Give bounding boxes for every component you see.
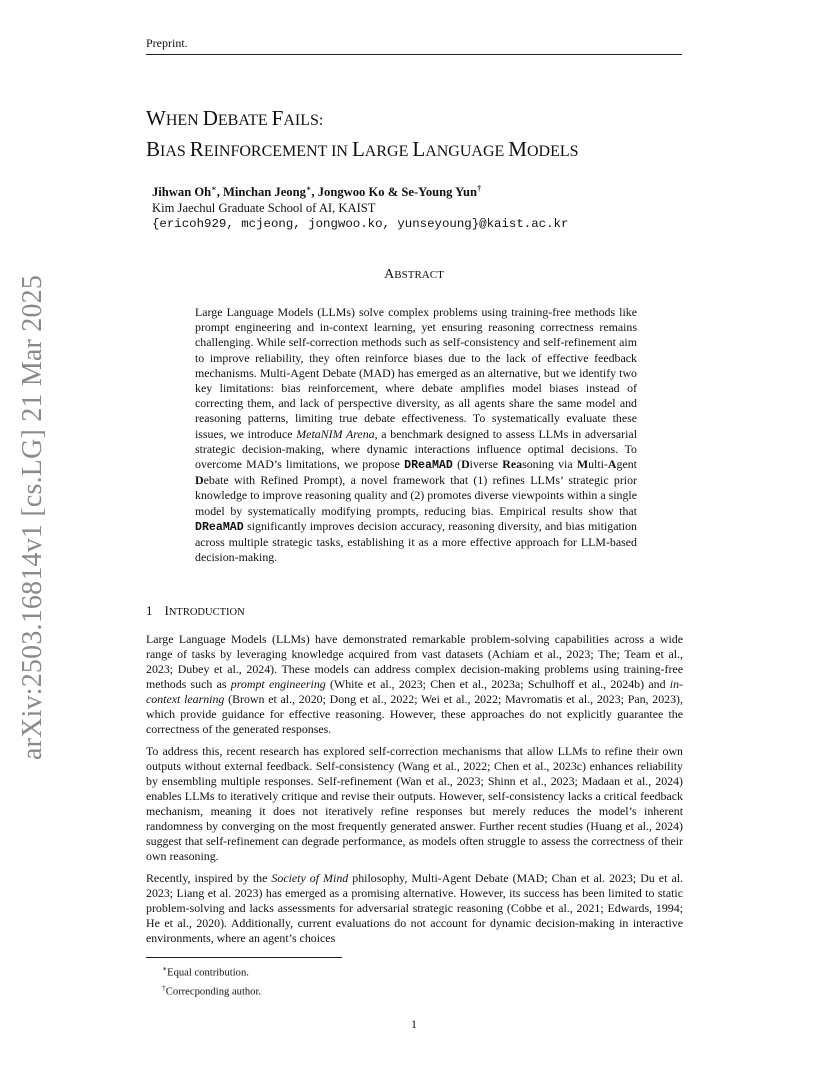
footnote-rule xyxy=(146,957,342,958)
acronym-letter: M xyxy=(576,457,589,472)
author-block xyxy=(152,181,672,232)
header-label: Preprint. xyxy=(146,36,188,50)
title-smallcaps: IAS xyxy=(160,143,190,160)
acronym-letter: D xyxy=(195,473,204,488)
acronym-letter: Rea xyxy=(502,457,523,472)
abstract-run: significantly improves decision accuracy, reasoning diversity, and bias mitigation across multiple strategic tasks, establishing it as a more effective approach for LLM-based decision-making. xyxy=(195,518,637,565)
abstract-heading-smallcaps: BSTRACT xyxy=(394,269,444,281)
abstract-run: , a benchmark designed to assess LLMs in adversarial strategic decision-making, where dynamic interactions influence optimal decisions. To overcome MAD’s limitations, we propose xyxy=(195,426,637,472)
title-cap: L xyxy=(412,137,426,161)
footnotes xyxy=(162,962,261,999)
author-emails[interactable]: {ericoh929, mcjeong, jongwoo.ko, yunseyoung}@kaist.ac.kr xyxy=(152,217,569,232)
emphasis: prompt engineering xyxy=(230,677,326,691)
benchmark-name: MetaNIM Arena xyxy=(296,426,375,441)
footnote-marker: ∗ xyxy=(162,964,168,973)
arxiv-identifier[interactable]: arXiv:2503.16814v1 [cs.LG] 21 Mar 2025 xyxy=(17,274,48,760)
title-cap: R xyxy=(189,137,204,161)
footnote xyxy=(162,962,261,981)
footnote-marker[interactable]: ∗ xyxy=(305,184,312,193)
title-cap: W xyxy=(146,106,166,130)
abstract-run: ebate with Refined Prompt), a novel framework that (1) refines LLMs’ strategic prior knowledge to improve reasoning quality and (2) promotes diverse viewpoints within a single model by systematically modifying prompts, reducing bias. Empirical results show that xyxy=(195,473,637,518)
paragraph xyxy=(146,632,683,737)
author-name: Jihwan Oh xyxy=(152,185,212,200)
footnote-marker: † xyxy=(162,982,166,992)
footnote-text: Correcponding author. xyxy=(165,986,262,998)
title-smallcaps: HEN xyxy=(165,112,203,129)
paper-title xyxy=(146,104,706,166)
section-title-cap: I xyxy=(164,603,169,618)
title-cap: B xyxy=(146,137,161,161)
text-run: (Brown et al., 2020; Dong et al., 2022; Wei et al., 2022; Mavromatis et al., 2023; Pan, 2023), which provide guidance for effective reasoning. However, these approaches do not explicitly guarantee the correctness of the generated responses. xyxy=(146,692,683,736)
abstract-run: ( xyxy=(452,457,462,472)
text-run: Recently, inspired by the xyxy=(146,871,272,885)
emphasis: in-context learning xyxy=(146,677,683,706)
title-line-1 xyxy=(146,104,706,135)
abstract-heading-cap: A xyxy=(384,267,395,282)
footnote xyxy=(162,981,261,1000)
title-cap: L xyxy=(351,137,365,161)
text-run: philosophy, Multi-Agent Debate (MAD; Chan et al. 2023; Du et al. 2023; Liang et al. 2023) has emerged as a promising alternative. However, its success has been limited to static problem-solving and lacks assessments for adversarial strategic reasoning (Cobbe et al., 2021; Edwards, 1994; He et al., 2020). Additionally, current evaluations do not account for dynamic decision-making in interactive environments, where an agent’s choices xyxy=(146,871,684,945)
paragraph xyxy=(146,871,683,946)
text-run: Large Language Models (LLMs) have demonstrated remarkable problem-solving capabilities across a wide range of tasks by leveraging knowledge acquired from vast datasets (Achiam et al., 2023; The; Team et al., 2023; Dubey et al., 2024). These models can address complex decision-making problems using training-free methods such as xyxy=(146,632,683,691)
title-line-2 xyxy=(146,135,706,166)
footnote-marker[interactable]: ∗ xyxy=(211,184,217,193)
title-cap: M xyxy=(508,137,527,161)
title-smallcaps: EBATE xyxy=(217,112,272,129)
section-number: 1 xyxy=(146,603,153,618)
method-name: DReaMAD xyxy=(195,520,244,534)
acronym-letter: A xyxy=(607,457,617,472)
author-names: Jihwan Oh∗, Minchan Jeong∗, Jongwoo Ko & Se-Young Yun† xyxy=(152,184,482,200)
method-name: DReaMAD xyxy=(404,459,453,473)
abstract-text xyxy=(195,305,637,565)
text-run: (White et al., 2023; Chen et al., 2023a; Schulhoff et al., 2024b) and xyxy=(325,677,670,691)
footnote-text: Equal contribution. xyxy=(167,967,249,979)
abstract-run: Large Language Models (LLMs) solve complex problems using training-free methods like prompt engineering and in-context learning, yet ensuring reasoning correctness remains challenging. While self-correction methods such as self-consistency and self-refinement aim to improve reliability, they often reinforce biases due to the lack of effective feedback mechanisms. Multi-Agent Debate (MAD) has emerged as an alternative, but we identify two key limitations: bias reinforcement, where debate amplifies model biases instead of correcting them, and lack of perspective diversity, as all agents share the same model and reasoning patterns, limiting true debate effectiveness. To systematically evaluate these issues, we introduce xyxy=(195,305,637,441)
author-name: Jongwoo Ko & Se-Young Yun xyxy=(317,185,478,200)
abstract-run: iverse xyxy=(469,457,503,472)
abstract-run: gent xyxy=(616,457,637,472)
page-number: 1 xyxy=(411,1017,417,1031)
abstract-run: ulti- xyxy=(588,457,608,472)
abstract-run: soning via xyxy=(522,457,577,472)
paragraph: To address this, recent research has explored self-correction mechanisms that allow LLMs to refine their own outputs without external feedback. Self-consistency (Wang et al., 2022; Chen et al., 2023c) enhances reliability by ensembling multiple responses. Self-refinement (Wan et al., 2023; Shinn et al., 2023; Madaan et al., 2024) enables LLMs to iteratively critique and revise their outputs. However, self-consistency lacks a critical feedback mechanism, meaning it does not iteratively refine responses but merely reduces the model’s inherent randomness by converging on the most frequently generated answer. Further recent studies (Huang et al., 2024) suggest that self-refinement can degrade performance, as models often struggle to assess the correctness of their own reasoning. xyxy=(146,744,683,863)
emphasis: Society of Mind xyxy=(271,871,349,885)
title-smallcaps: ODELS xyxy=(526,143,579,160)
affiliation: Kim Jaechul Graduate School of AI, KAIST xyxy=(152,201,376,216)
footnote-marker[interactable]: † xyxy=(477,184,482,193)
title-smallcaps: EINFORCEMENT IN xyxy=(203,143,352,160)
section-heading xyxy=(146,603,245,619)
acronym-letter: D xyxy=(461,457,470,472)
title-smallcaps: ANGUAGE xyxy=(425,143,509,160)
author-name: Minchan Jeong xyxy=(222,185,306,200)
abstract-heading xyxy=(146,267,682,283)
header-rule xyxy=(146,54,682,55)
title-cap: F xyxy=(271,106,284,130)
title-cap: D xyxy=(202,106,218,130)
title-smallcaps: ARGE xyxy=(364,143,413,160)
section-title-smallcaps: NTRODUCTION xyxy=(168,607,245,618)
running-header xyxy=(146,36,682,55)
introduction-body xyxy=(146,632,683,953)
title-smallcaps: AILS: xyxy=(283,112,324,129)
